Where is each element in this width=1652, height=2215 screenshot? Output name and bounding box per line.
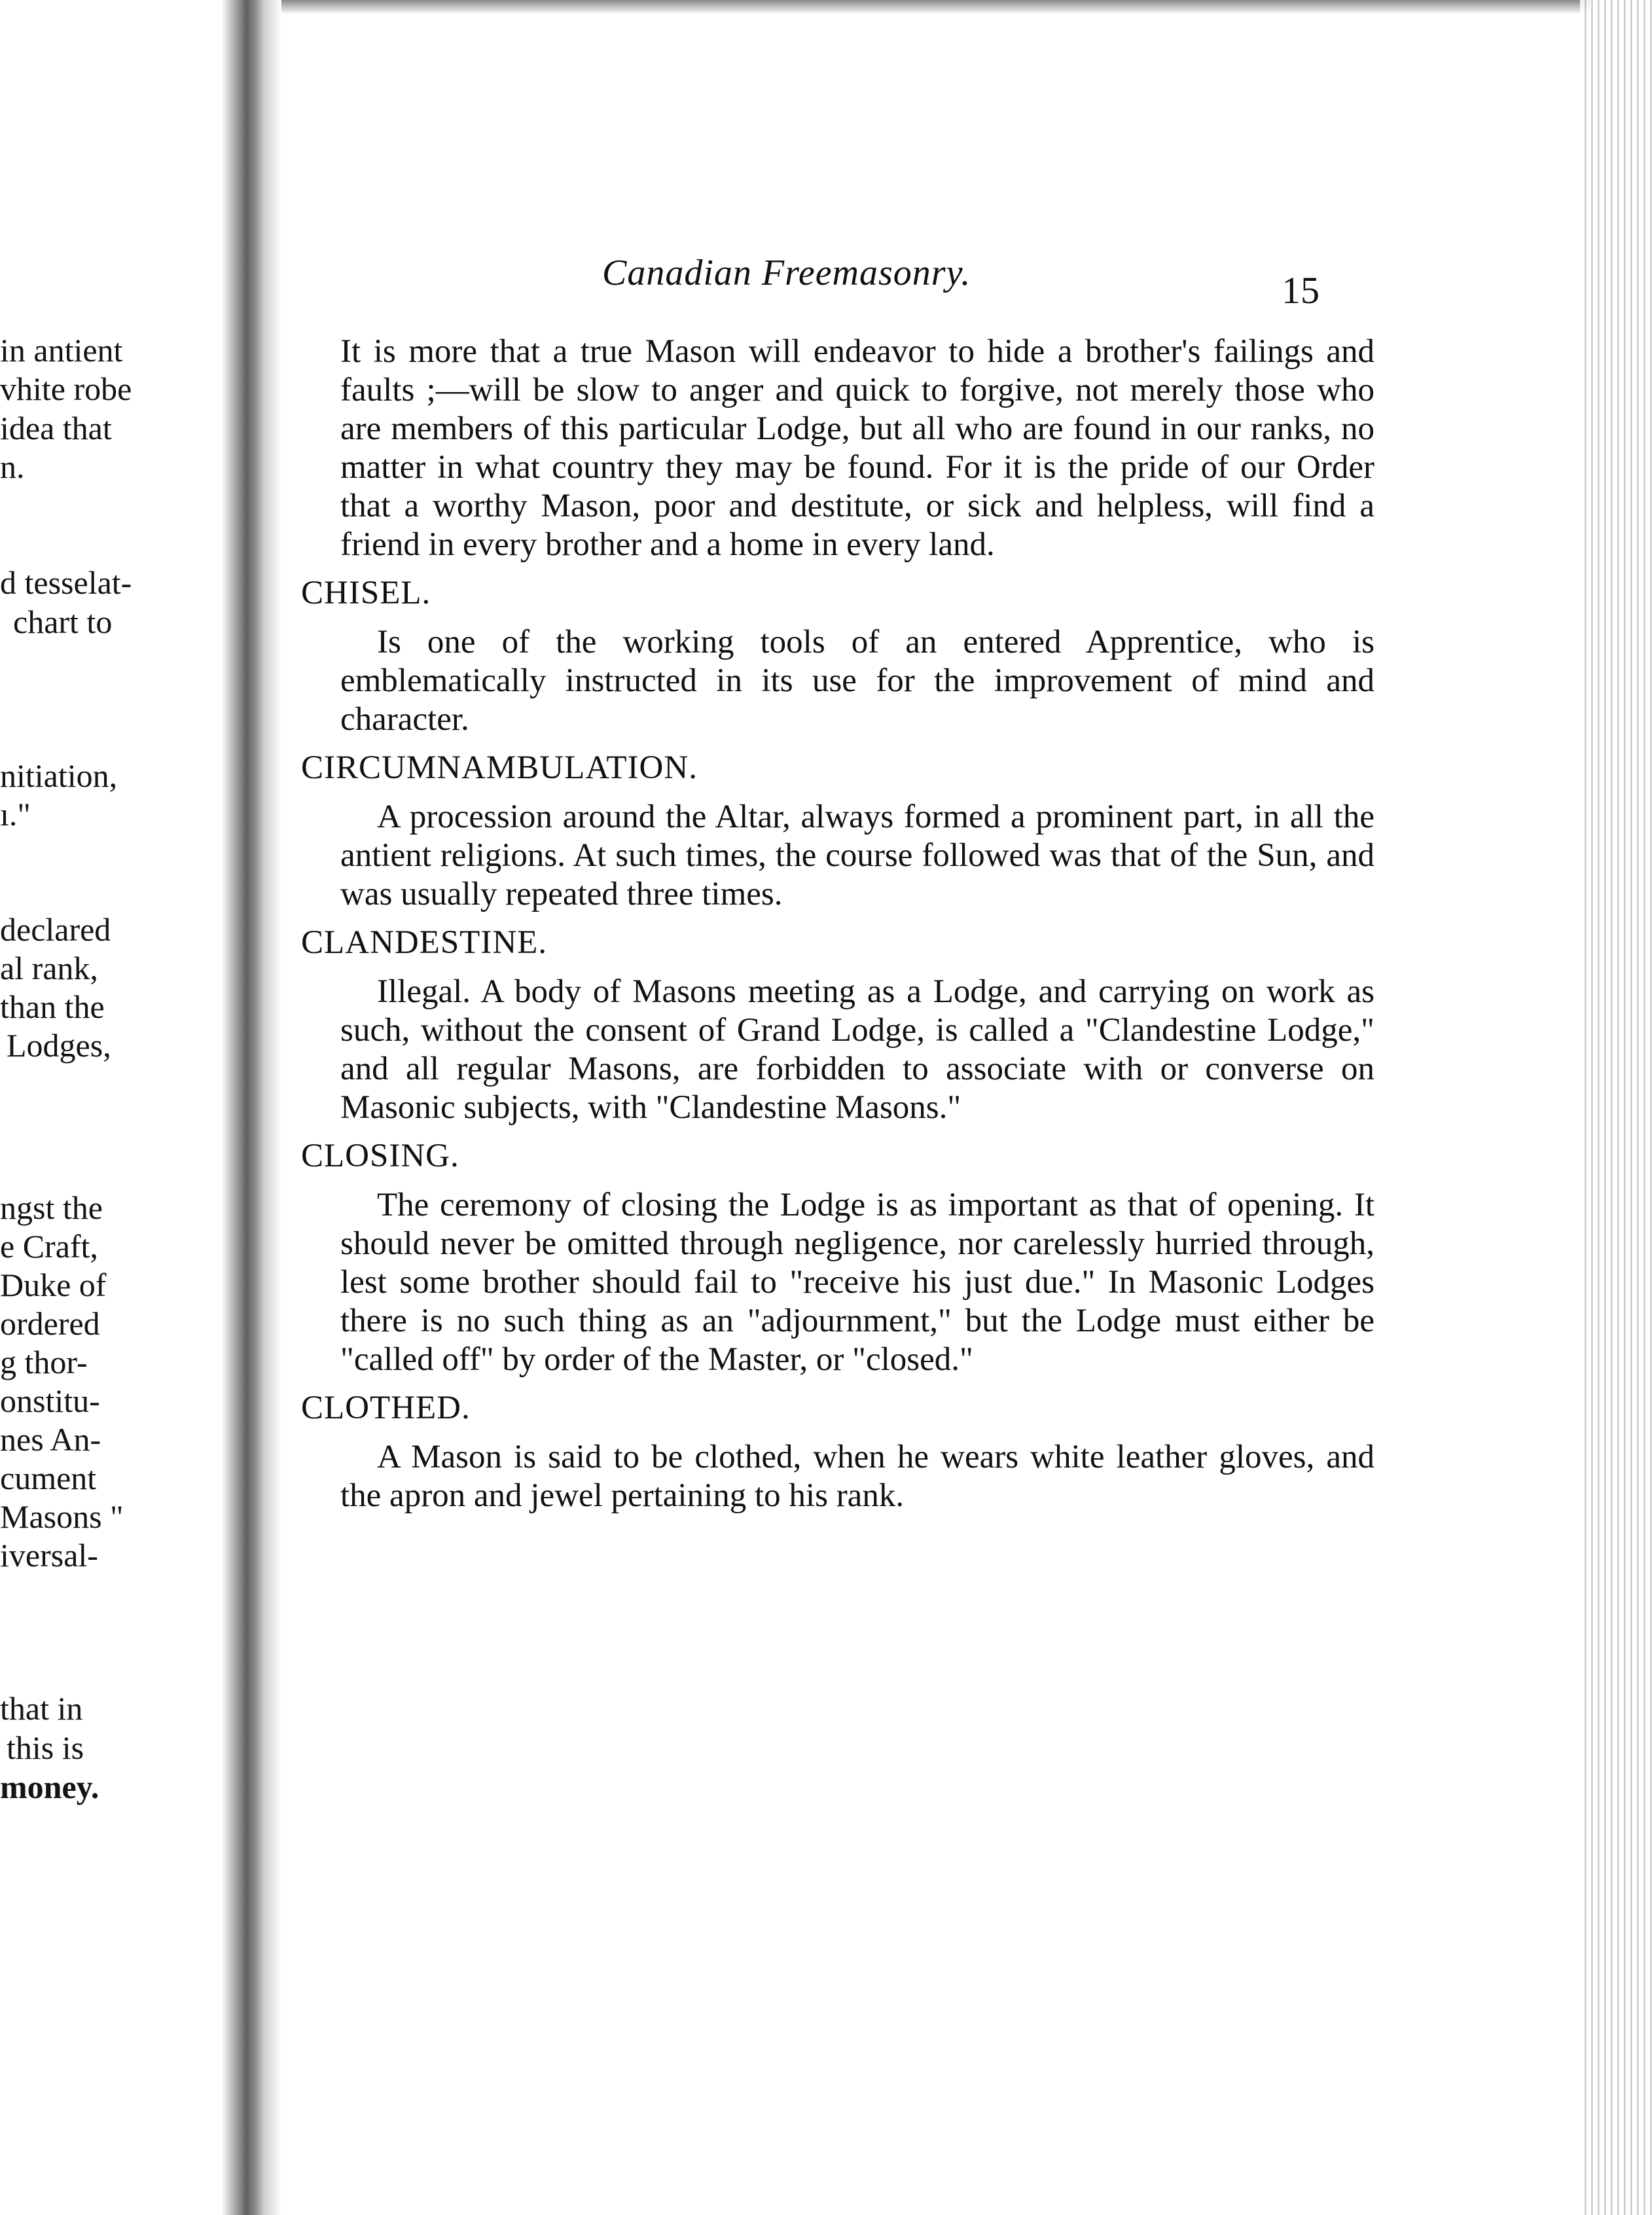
- left-page-line: n.: [0, 448, 25, 485]
- left-page-line: iversal-: [0, 1537, 98, 1574]
- left-page-line: nes An-: [0, 1421, 101, 1458]
- entry-closing: [301, 1136, 1374, 1379]
- left-page-line: in antient: [0, 332, 123, 369]
- page-stack-edges: [1580, 0, 1652, 2215]
- right-page: [288, 0, 1584, 2215]
- entry-text: A procession around the Altar, always formed a prominent part, in all the antient religions. At such times, the course followed was that of the Sun, and was usually repeated three times.: [340, 799, 1374, 912]
- gutter-shadow: [264, 0, 281, 2215]
- entry-chisel: [301, 573, 1374, 739]
- left-page-line: Lodges,: [7, 1027, 111, 1064]
- left-page-line: ordered: [0, 1305, 100, 1342]
- intro-paragraph: It is more that a true Mason will endeavor to hide a brother's failings and faults ;—will be slow to anger and quick to forgive, not merely those who are members of this particular Lodge, but all who are found in our ranks, no matter in what country they may be found. For it is the pride of our Order that a worthy Mason, poor and destitute, or sick and helpless, will find a friend in every brother and a home in every land.: [340, 333, 1374, 563]
- entry-circumnambulation: [301, 748, 1374, 914]
- left-page-line: this is: [7, 1729, 84, 1766]
- entry-clandestine: [301, 923, 1374, 1127]
- left-page-line: cument: [0, 1460, 97, 1496]
- left-page-line: idea that: [0, 410, 112, 446]
- page-number: 15: [1282, 269, 1320, 312]
- left-page-line: Duke of: [0, 1267, 107, 1303]
- entry-text: Is one of the working tools of an entered Apprentice, who is emblematically instructed in its use for the improvement of mind and character.: [340, 624, 1374, 738]
- left-page-line: that in: [0, 1690, 83, 1727]
- left-page-line: d tesselat-: [0, 564, 132, 601]
- left-page-line: declared: [0, 911, 111, 948]
- left-page-line: chart to: [13, 603, 113, 640]
- running-head: Canadian Freemasonry.: [602, 253, 971, 293]
- left-page-line: e Craft,: [0, 1228, 98, 1265]
- left-page-line: money.: [0, 1769, 99, 1805]
- left-page-line: nitiation,: [0, 757, 118, 794]
- page-body: [301, 333, 1374, 1522]
- entry-heading: CLANDESTINE.: [301, 924, 548, 961]
- entry-text: A Mason is said to be clothed, when he wears white leather gloves, and the apron and jewel pertaining to his rank.: [340, 1439, 1374, 1514]
- entry-text: The ceremony of closing the Lodge is as important as that of opening. It should never be omitted through negligence, nor carelessly hurried through, lest some brother should fail to "receive his just due." In Masonic Lodges there is no such thing as an "adjournment," but the Lodge must either be "called off" by order of the Master, or "closed.": [340, 1187, 1374, 1378]
- entry-heading: CIRCUMNAMBULATION.: [301, 749, 698, 786]
- entry-heading: CHISEL.: [301, 575, 431, 611]
- entry-clothed: [301, 1388, 1374, 1515]
- left-page-line: vhite robe: [0, 370, 132, 407]
- entry-text: Illegal. A body of Masons meeting as a Lodge, and carrying on work as such, without the consent of Grand Lodge, is called a "Clandestine Lodge," and all regular Masons, are forbidden to associate with or converse on Masonic subjects, with "Clandestine Masons.": [340, 973, 1374, 1126]
- left-page-line: onstitu-: [0, 1382, 100, 1419]
- left-page-line: ı.": [0, 796, 31, 833]
- left-page-line: ngst the: [0, 1189, 103, 1226]
- entry-heading: CLOTHED.: [301, 1390, 471, 1426]
- left-page-line: than the: [0, 988, 105, 1025]
- left-page-line: Masons ": [0, 1498, 124, 1535]
- left-facing-page: [0, 0, 236, 2215]
- left-page-line: g thor-: [0, 1344, 88, 1380]
- book-gutter: [221, 0, 267, 2215]
- entry-heading: CLOSING.: [301, 1138, 459, 1174]
- left-page-line: al rank,: [0, 950, 98, 986]
